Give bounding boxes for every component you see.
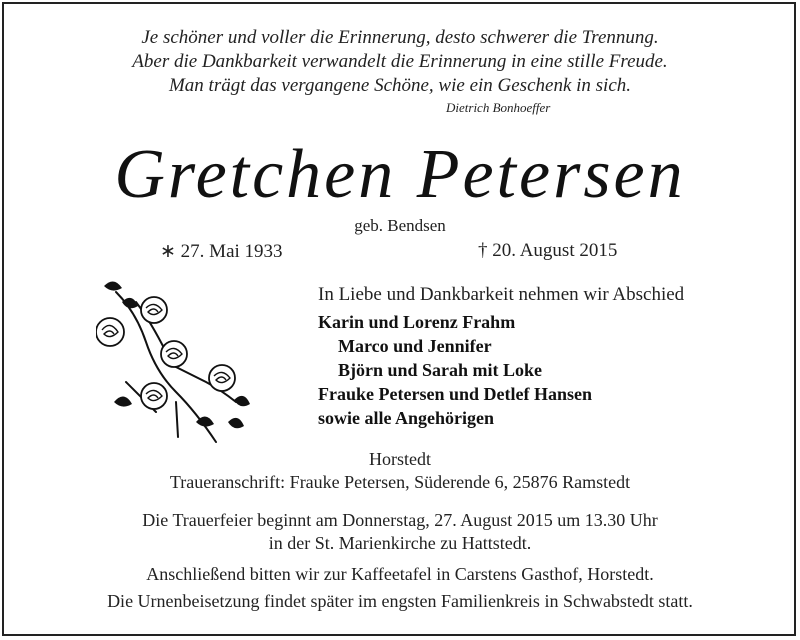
farewell-text: In Liebe und Dankbarkeit nehmen wir Abschied <box>318 284 685 305</box>
urn-burial-info: Die Urnenbeisetzung findet später im engsten Familienkreis in Schwabstedt statt. <box>107 591 693 611</box>
mourner-line: Karin und Lorenz Frahm <box>318 312 516 332</box>
roses-icon <box>96 272 256 452</box>
service-line: in der St. Marienkirche zu Hattstedt. <box>268 533 532 553</box>
coffee-info: Anschließend bitten wir zur Kaffeetafel in Carstens Gasthof, Horstedt. <box>146 564 654 584</box>
born-name: geb. Bendsen <box>354 216 446 235</box>
mourner-line: Björn und Sarah mit Loke <box>338 360 543 380</box>
quote-line: Je schöner und voller die Erinnerung, desto schwerer die Trennung. <box>141 27 659 48</box>
quote-line: Aber die Dankbarkeit verwandelt die Erinnerung in eine stille Freude. <box>132 51 668 72</box>
deceased-name: Gretchen Petersen <box>114 136 686 213</box>
death-date: † 20. August 2015 <box>478 240 618 261</box>
mourner-line: Frauke Petersen und Detlef Hansen <box>318 384 592 404</box>
mourner-line: Marco und Jennifer <box>338 336 492 356</box>
place-name: Horstedt <box>369 449 431 469</box>
birth-date: ∗ 27. Mai 1933 <box>160 241 283 262</box>
quote-block <box>0 26 800 98</box>
mourning-address: Traueranschrift: Frauke Petersen, Süderende 6, 25876 Ramstedt <box>169 472 631 492</box>
service-line: Die Trauerfeier beginnt am Donnerstag, 27. August 2015 um 13.30 Uhr <box>142 510 658 530</box>
quote-line: Man trägt das vergangene Schöne, wie ein Geschenk in sich. <box>168 75 632 96</box>
mourners-list <box>318 310 592 430</box>
quote-author: Dietrich Bonhoeffer <box>446 100 551 115</box>
mourner-line: sowie alle Angehörigen <box>318 408 494 428</box>
service-info <box>0 509 800 555</box>
